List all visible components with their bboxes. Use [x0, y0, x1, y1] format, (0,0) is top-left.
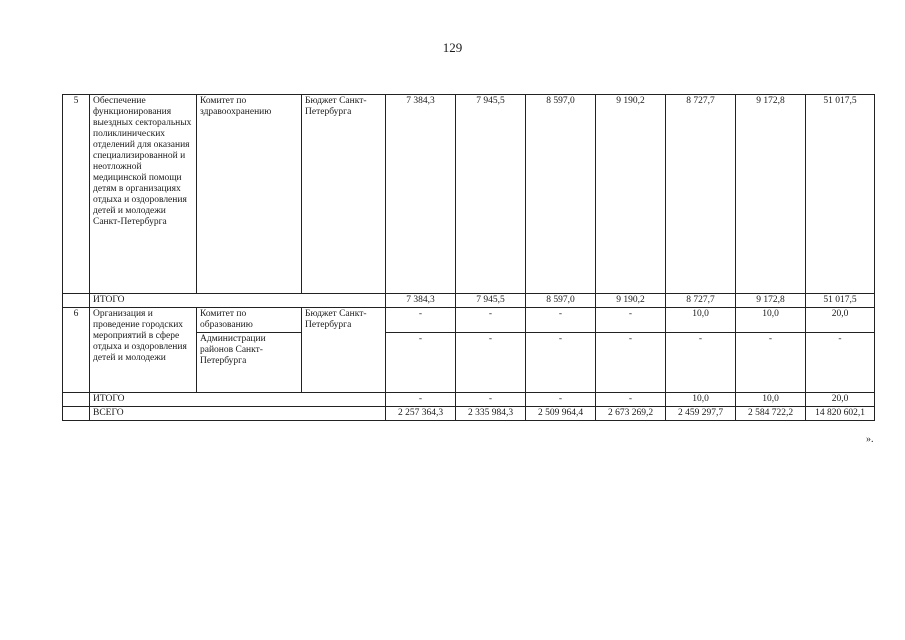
funding-source: Бюджет Санкт-Петербурга	[302, 308, 386, 393]
subtotal-cell: 51 017,5	[806, 294, 875, 308]
value-cell: -	[596, 333, 666, 393]
page-number: 129	[442, 40, 463, 55]
value-cell: 20,0	[806, 308, 875, 333]
subtotal-cell: -	[596, 393, 666, 407]
subtotal-row	[63, 294, 875, 308]
row-number: 6	[63, 308, 90, 393]
grand-total-cell: 2 257 364,3	[386, 407, 456, 421]
closing-quote-mark: ».	[866, 434, 874, 445]
activity-name: Обеспечение функционирования выездных секторальных поликлинических отделений для оказания специализированной и неотложной медицинской помощи детям в организациях отдыха и оздоровления детей и молодежи Санкт-Петербурга	[90, 95, 197, 294]
value-cell: -	[526, 308, 596, 333]
value-cell: 9 172,8	[736, 95, 806, 294]
budget-table	[62, 94, 875, 421]
subtotal-cell: 9 172,8	[736, 294, 806, 308]
value-cell: 7 384,3	[386, 95, 456, 294]
value-cell: -	[526, 333, 596, 393]
value-cell: -	[666, 333, 736, 393]
value-cell: 8 597,0	[526, 95, 596, 294]
grand-total-label: ВСЕГО	[90, 407, 386, 421]
grand-total-cell: 2 459 297,7	[666, 407, 736, 421]
subtotal-label: ИТОГО	[90, 393, 386, 407]
funding-source: Бюджет Санкт-Петербурга	[302, 95, 386, 294]
table-row	[63, 95, 875, 294]
subtotal-cell: -	[526, 393, 596, 407]
value-cell: -	[736, 333, 806, 393]
grand-total-cell: 2 673 269,2	[596, 407, 666, 421]
executor: Комитет по здравоохранению	[197, 95, 302, 294]
grand-total-row	[63, 407, 875, 421]
value-cell: -	[806, 333, 875, 393]
grand-total-cell: 2 509 964,4	[526, 407, 596, 421]
value-cell: 9 190,2	[596, 95, 666, 294]
subtotal-label: ИТОГО	[90, 294, 386, 308]
subtotal-cell: 20,0	[806, 393, 875, 407]
value-cell: -	[456, 308, 526, 333]
subtotal-cell: 9 190,2	[596, 294, 666, 308]
subtotal-cell: 8 727,7	[666, 294, 736, 308]
value-cell: -	[456, 333, 526, 393]
subtotal-cell: 10,0	[666, 393, 736, 407]
executor: Комитет по образованию	[197, 308, 302, 333]
value-cell: 10,0	[666, 308, 736, 333]
value-cell: 8 727,7	[666, 95, 736, 294]
subtotal-cell: 7 384,3	[386, 294, 456, 308]
activity-name: Организация и проведение городских мероприятий в сфере отдыха и оздоровления детей и молодежи	[90, 308, 197, 393]
value-cell: 7 945,5	[456, 95, 526, 294]
row-number: 5	[63, 95, 90, 294]
value-cell: -	[386, 308, 456, 333]
subtotal-cell: -	[456, 393, 526, 407]
grand-total-cell: 14 820 602,1	[806, 407, 875, 421]
subtotal-cell: 8 597,0	[526, 294, 596, 308]
value-cell: -	[596, 308, 666, 333]
table-row	[63, 308, 875, 333]
value-cell: -	[386, 333, 456, 393]
subtotal-cell: 10,0	[736, 393, 806, 407]
subtotal-row	[63, 393, 875, 407]
subtotal-cell: 7 945,5	[456, 294, 526, 308]
grand-total-cell: 2 584 722,2	[736, 407, 806, 421]
value-cell: 51 017,5	[806, 95, 875, 294]
subtotal-cell: -	[386, 393, 456, 407]
grand-total-cell: 2 335 984,3	[456, 407, 526, 421]
value-cell: 10,0	[736, 308, 806, 333]
executor: Администрации районов Санкт-Петербурга	[197, 333, 302, 393]
